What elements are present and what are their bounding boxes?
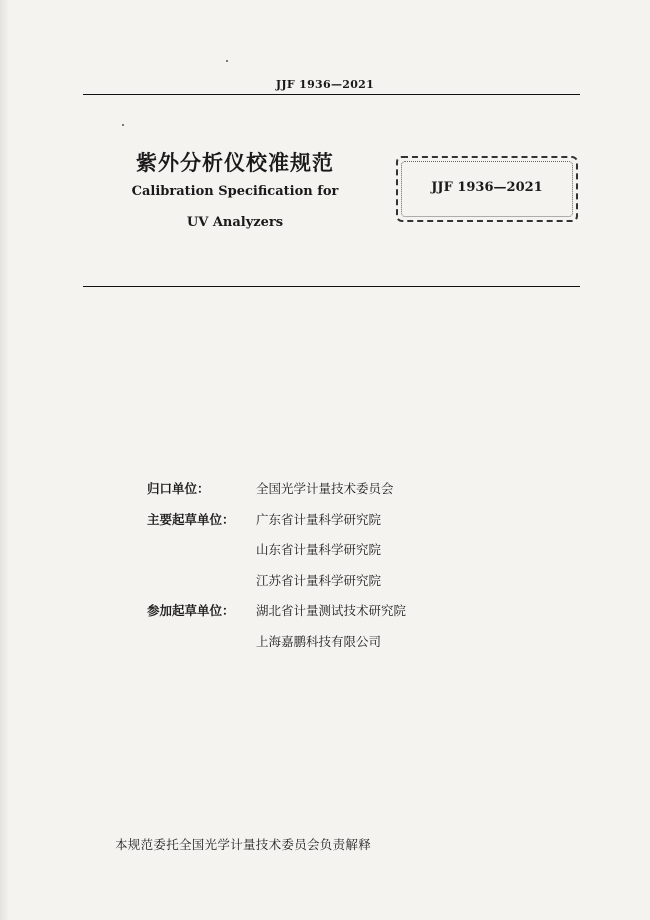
unit-label-participating: 参加起草单位： [147,603,235,618]
unit-row-main-3 [147,570,487,601]
unit-value-main-3: 江苏省计量科学研究院 [256,572,382,588]
title-english-line1: Calibration Specification for [131,184,339,199]
unit-value-main-1: 广东省计量科学研究院 [256,511,382,527]
scan-speck [226,60,228,62]
unit-value-participating-2: 上海嘉鹏科技有限公司 [256,633,382,649]
document-code-box [396,156,578,222]
drafting-units [147,478,487,661]
code-box-text: JJF 1936—2021 [431,180,543,195]
title-rule [83,286,580,287]
header-rule [83,94,580,95]
unit-row-main-1 [147,509,487,540]
scan-speck [122,124,124,126]
unit-row-responsible [147,478,487,509]
unit-value-responsible: 全国光学计量技术委员会 [256,481,394,496]
unit-row-participating-2 [147,631,487,662]
unit-row-participating-1 [147,600,487,631]
header-document-code: JJF 1936—2021 [275,78,375,91]
unit-label-responsible: 归口单位： [147,481,210,496]
unit-row-main-2 [147,539,487,570]
page-edge-shadow [0,0,9,920]
title-english-line2: UV Analyzers [186,215,284,230]
unit-value-participating-1: 湖北省计量测试技术研究院 [256,603,407,618]
unit-value-main-2: 山东省计量科学研究院 [256,542,382,557]
unit-label-main: 主要起草单位： [147,511,235,527]
title-chinese: 紫外分析仪校准规范 [136,151,334,175]
footer-interpretation-note: 本规范委托全国光学计量技术委员会负责解释 [115,837,372,852]
